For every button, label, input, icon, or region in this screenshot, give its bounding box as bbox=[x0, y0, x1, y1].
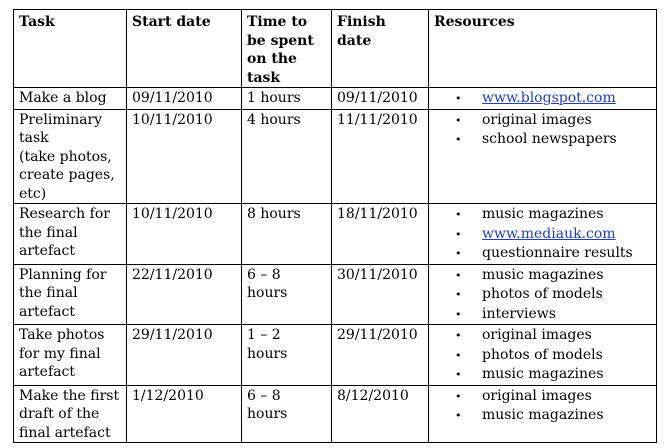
bullet-icon: • bbox=[455, 227, 462, 241]
resources-cell bbox=[429, 109, 657, 204]
resources-cell bbox=[429, 325, 657, 386]
bullet-icon: • bbox=[455, 307, 462, 321]
header-task: Task bbox=[14, 10, 127, 88]
bullet-icon: • bbox=[455, 368, 462, 381]
list-item bbox=[455, 305, 651, 325]
resources-cell bbox=[429, 88, 657, 110]
bullet-icon: • bbox=[455, 92, 462, 105]
resource-text: original images bbox=[482, 111, 592, 128]
bullet-icon: • bbox=[455, 409, 462, 422]
resource-text: music magazines bbox=[482, 266, 604, 283]
list-item bbox=[455, 346, 651, 366]
table-row bbox=[14, 204, 657, 265]
list-item bbox=[455, 285, 651, 305]
list-item bbox=[455, 244, 651, 264]
start-date-cell: 22/11/2010 bbox=[127, 264, 242, 325]
time-cell: 1 hours bbox=[242, 88, 332, 110]
resource-text: music magazines bbox=[482, 206, 604, 222]
task-cell: Make a blog bbox=[14, 88, 127, 110]
resource-text: music magazines bbox=[482, 407, 604, 423]
resources-list bbox=[434, 111, 651, 150]
bullet-icon: • bbox=[455, 247, 462, 260]
finish-date-cell: 29/11/2010 bbox=[332, 325, 429, 386]
bullet-icon: • bbox=[455, 288, 462, 301]
bullet-icon: • bbox=[455, 133, 462, 146]
start-date-cell: 29/11/2010 bbox=[127, 325, 242, 386]
finish-date-cell: 8/12/2010 bbox=[332, 385, 429, 443]
resources-list bbox=[434, 266, 651, 325]
bullet-icon: • bbox=[455, 113, 462, 127]
list-item bbox=[455, 225, 651, 245]
task-cell: Take photos for my final artefact bbox=[14, 325, 127, 386]
resources-cell bbox=[429, 264, 657, 325]
finish-date-cell: 30/11/2010 bbox=[332, 264, 429, 325]
task-cell: Make the first draft of the final artefact bbox=[14, 385, 127, 443]
resources-cell bbox=[429, 204, 657, 265]
list-item bbox=[455, 406, 651, 426]
time-cell: 6 – 8 hours bbox=[242, 385, 332, 443]
bullet-icon: • bbox=[455, 208, 462, 221]
bullet-icon: • bbox=[455, 329, 462, 342]
resource-text: questionnaire results bbox=[482, 245, 633, 261]
time-cell: 1 – 2 hours bbox=[242, 325, 332, 386]
time-cell: 6 – 8 hours bbox=[242, 264, 332, 325]
list-item bbox=[455, 266, 651, 286]
resource-text: interviews bbox=[482, 305, 556, 322]
time-cell: 4 hours bbox=[242, 109, 332, 204]
table-row bbox=[14, 88, 657, 110]
table-row bbox=[14, 109, 657, 204]
list-item bbox=[455, 111, 651, 131]
list-item bbox=[455, 326, 651, 346]
start-date-cell: 09/11/2010 bbox=[127, 88, 242, 110]
table-row bbox=[14, 385, 657, 443]
resource-text: school newspapers bbox=[482, 131, 617, 147]
list-item bbox=[455, 205, 651, 225]
resource-text: photos of models bbox=[482, 346, 603, 363]
resources-cell bbox=[429, 385, 657, 443]
list-item bbox=[455, 387, 651, 407]
resources-list bbox=[434, 205, 651, 264]
header-row bbox=[14, 10, 657, 88]
time-cell: 8 hours bbox=[242, 204, 332, 265]
header-time-to-spend: Time to be spent on the task bbox=[242, 10, 332, 88]
start-date-cell: 10/11/2010 bbox=[127, 204, 242, 265]
task-cell: Preliminary task (take photos, create pages, etc) bbox=[14, 109, 127, 204]
list-item bbox=[455, 365, 651, 385]
resource-text: music magazines bbox=[482, 366, 604, 382]
resources-list bbox=[434, 89, 651, 109]
finish-date-cell: 09/11/2010 bbox=[332, 88, 429, 110]
task-plan-table bbox=[13, 9, 657, 443]
task-cell: Planning for the final artefact bbox=[14, 264, 127, 325]
header-finish-date: Finish date bbox=[332, 10, 429, 88]
list-item bbox=[455, 130, 651, 150]
table-body bbox=[14, 88, 657, 443]
resource-text: photos of models bbox=[482, 286, 603, 302]
bullet-icon: • bbox=[455, 389, 462, 403]
resources-list bbox=[434, 387, 651, 426]
header-resources: Resources bbox=[429, 10, 657, 88]
table-row bbox=[14, 264, 657, 325]
bullet-icon: • bbox=[455, 348, 462, 362]
finish-date-cell: 11/11/2010 bbox=[332, 109, 429, 204]
header-start-date: Start date bbox=[127, 10, 242, 88]
resource-text: original images bbox=[482, 387, 592, 404]
bullet-icon: • bbox=[455, 268, 462, 282]
start-date-cell: 1/12/2010 bbox=[127, 385, 242, 443]
table-row bbox=[14, 325, 657, 386]
resources-list bbox=[434, 326, 651, 385]
resource-link[interactable]: www.mediauk.com bbox=[482, 225, 616, 242]
task-cell: Research for the final artefact bbox=[14, 204, 127, 265]
finish-date-cell: 18/11/2010 bbox=[332, 204, 429, 265]
resource-text: original images bbox=[482, 327, 592, 343]
list-item bbox=[455, 89, 651, 109]
resource-link[interactable]: www.blogspot.com bbox=[482, 90, 616, 106]
start-date-cell: 10/11/2010 bbox=[127, 109, 242, 204]
